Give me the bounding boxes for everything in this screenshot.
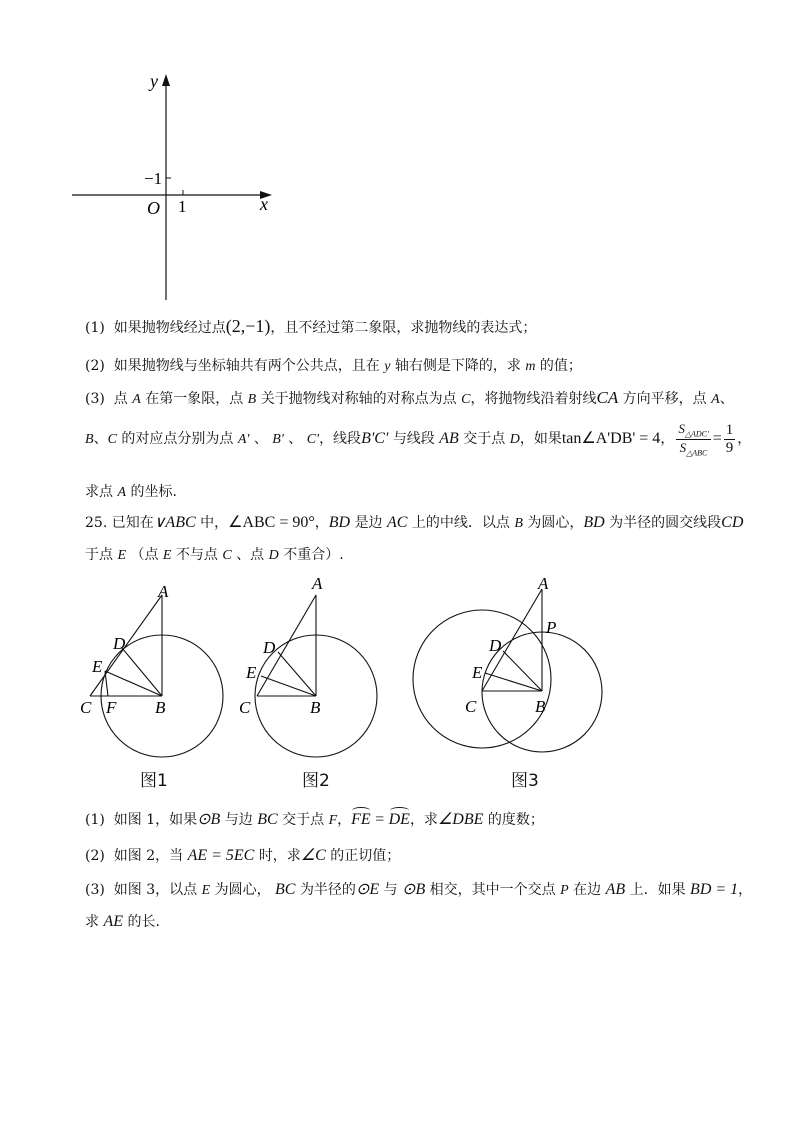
q25-p1-angle: ∠DBE	[437, 811, 484, 828]
fig1-label-C: C	[80, 698, 92, 717]
q24-part3-t1f: 、	[719, 391, 734, 407]
y-axis-label: y	[150, 71, 158, 91]
fig3-label-D: D	[489, 636, 502, 655]
q24-part3-A: A	[132, 392, 141, 407]
q25-p1c: 交于点	[282, 812, 325, 828]
q25-p3e: 相交，其中一个交点	[429, 882, 556, 898]
origin-label: O	[147, 198, 160, 218]
q24-part1-num: (1)	[85, 320, 105, 336]
q25-p3-BC: BC	[275, 881, 296, 898]
q25-p3b: 为圆心，	[214, 882, 271, 898]
x-axis-label: x	[260, 194, 268, 214]
q25-s2e: 不重合）.	[283, 547, 344, 563]
q25-s1g: 为半径的圆交线段	[609, 515, 722, 531]
q25-p3-P: P	[560, 883, 569, 898]
q25-s2-C: C	[222, 548, 232, 563]
q25-s2-E2: E	[162, 548, 172, 563]
q24-part1-point: (2,−1)	[225, 316, 271, 336]
q25-B: B	[514, 516, 523, 531]
q25-s2d: 、点	[236, 547, 265, 563]
q24-part3-C: C	[461, 392, 471, 407]
q24-part2-text-c: 的值；	[539, 358, 582, 374]
y-axis	[162, 74, 170, 300]
q24-part3-CA: CA	[596, 388, 619, 407]
q25-p3d: 与	[383, 882, 398, 898]
figure-3	[413, 589, 602, 752]
q25-angle: ∠ABC = 90°	[228, 514, 315, 531]
q25-num: 25.	[85, 515, 108, 531]
q24-part2-var-m: m	[525, 359, 536, 374]
q25-p2-num: (2)	[85, 848, 105, 864]
q24-part2-var-y: y	[384, 359, 391, 374]
q24-part3-tan: tan∠A'DB' = 4	[561, 430, 661, 448]
q24-part3-Bp: B'	[272, 432, 284, 448]
q24-part3-l2-B: B	[85, 432, 94, 448]
q25-s2c: 不与点	[175, 547, 218, 563]
fig1-label-F: F	[106, 698, 117, 717]
q24-part2-num: (2)	[85, 358, 105, 374]
figure-3-caption: 图3	[511, 771, 539, 791]
q25-p3-num: (3)	[85, 882, 105, 898]
q25-p3a: 如图 3，以点	[113, 882, 198, 898]
q25-s1f: 为圆心，	[527, 515, 584, 531]
q24-part3-l2c: 与线段	[392, 431, 435, 448]
q25-p1a: 如图 1，如果	[113, 812, 198, 828]
q25-p1-arc-FE: FE	[351, 811, 371, 828]
q24-part3-l2g: ，	[737, 431, 752, 448]
q24-part3-t1e: 方向平移，点	[622, 391, 707, 407]
q24-part3-line1	[85, 388, 734, 408]
ratio-num: 1	[725, 421, 734, 438]
fig3-label-A: A	[538, 575, 549, 593]
area-num-S: S	[678, 421, 685, 436]
x-axis	[72, 191, 272, 199]
fig1-label-E: E	[92, 657, 103, 676]
q25-p2c: 的正切值；	[330, 848, 401, 864]
fig2-label-D: D	[263, 638, 276, 657]
q25-p3-circE: ⊙E	[355, 881, 380, 898]
q25-p2-expr: AE = 5EC	[187, 847, 255, 864]
fig2-label-A: A	[312, 575, 323, 593]
fig3-label-C: C	[465, 697, 477, 716]
q25-part2	[85, 845, 400, 865]
q24-part2-text-b: 轴右侧是下降的，求	[394, 358, 521, 374]
q25-s2b: （点	[130, 547, 159, 563]
q24-part3-Ap: A'	[237, 432, 250, 448]
q24-part3-Cp: C'	[306, 432, 320, 448]
q25-p1d: ，	[337, 812, 352, 828]
q24-part3-t1c: 关于抛物线对称轴的对称点为点	[260, 391, 457, 407]
coordinate-axes-figure	[0, 0, 800, 310]
q25-p3-E: E	[201, 883, 211, 898]
q25-BD: BD	[328, 514, 351, 531]
q24-part3-BpCp: B'C'	[361, 430, 389, 448]
q25-p2-angle: ∠C	[300, 847, 326, 864]
fig3-label-P: P	[546, 618, 557, 637]
area-den-sub: △ABC	[686, 448, 708, 458]
q25-p1-arc-DE: DE	[388, 811, 410, 828]
q24-part3-AB: AB	[439, 430, 459, 448]
q25-p1-BC: BC	[257, 811, 278, 828]
fig2-label-C: C	[239, 698, 251, 717]
figure-2	[255, 595, 377, 757]
tick-x-label: 1	[178, 197, 187, 216]
q25-p1-F: F	[328, 813, 338, 828]
q25-figures	[0, 575, 800, 775]
q25-s1c: ，	[314, 515, 329, 531]
q25-p1-eq: =	[375, 811, 385, 828]
q25-p1-num: (1)	[85, 812, 105, 828]
q25-p3f: 在边	[573, 882, 602, 898]
q25-tri: ∨ABC	[153, 514, 196, 531]
q25-s1d: 是边	[354, 515, 383, 531]
fig3-label-E: E	[472, 663, 483, 682]
q25-BD2: BD	[583, 514, 605, 531]
area-den-S: S	[679, 439, 687, 455]
q25-p3-circB: ⊙B	[402, 881, 426, 898]
fig2-label-E: E	[246, 663, 257, 682]
q25-p3g: 上．如果	[629, 882, 686, 898]
q24-part1-text-a: 如果抛物线经过点	[113, 320, 226, 336]
q25-p3-l2a: 求	[85, 914, 99, 930]
fig3-label-B: B	[535, 697, 546, 716]
q24-part3-line3	[85, 481, 177, 501]
q24-part1-text-b: ，且不经过第二象限，求抛物线的表达式；	[270, 320, 537, 336]
q25-CD: CD	[721, 514, 744, 531]
q24-part3-line2	[85, 421, 751, 457]
q25-part3-line2	[85, 911, 160, 931]
q24-part3-l3a: 求点	[85, 484, 113, 500]
figure-1-caption: 图1	[140, 771, 168, 791]
q24-part3-l3b: 的坐标.	[130, 484, 177, 500]
q25-stem-line2	[85, 544, 344, 564]
q24-part3-t1b: 在第一象限，点	[145, 391, 244, 407]
q24-part3-l2e: ，如果	[519, 431, 562, 448]
q25-p3-BD: BD = 1	[690, 881, 739, 898]
q25-AC: AC	[387, 514, 408, 531]
q24-part3-num: (3)	[85, 391, 105, 407]
q24-part3-l2-C: C	[107, 432, 117, 448]
q25-s1a: 已知在	[111, 515, 154, 531]
q24-part3-A2: A	[711, 392, 720, 407]
q25-p3c: 为半径的	[299, 882, 356, 898]
q25-p1f: 的度数；	[487, 812, 544, 828]
q25-part1	[85, 809, 544, 829]
q25-p3-AE: AE	[103, 913, 123, 930]
figure-2-caption: 图2	[302, 771, 330, 791]
q24-part3-l2a: 的对应点分别为点	[121, 431, 234, 448]
q24-part3-l2-sep: 、	[93, 431, 108, 448]
q24-part2	[85, 355, 582, 375]
fig1-label-D: D	[113, 634, 126, 653]
fig2-label-B: B	[310, 698, 321, 717]
q25-p3h: ，	[738, 882, 753, 898]
q25-p3-AB: AB	[605, 881, 626, 898]
tick-y-label: −1	[144, 169, 163, 188]
q24-part3-l3-A: A	[117, 485, 127, 500]
q25-p1b: 与边	[224, 812, 253, 828]
figure-1	[90, 595, 223, 757]
q24-part3-ratio-value	[724, 422, 736, 457]
q25-s1e: 上的中线．以点	[411, 515, 510, 531]
ratio-den: 9	[725, 439, 734, 456]
q24-part3-eq: =	[712, 430, 722, 448]
q25-s2a: 于点	[85, 547, 113, 563]
q25-p2a: 如图 2，当	[113, 848, 184, 864]
q24-part3-t1a: 点	[113, 391, 128, 407]
fig1-label-A: A	[158, 582, 169, 601]
q24-part2-text-a: 如果抛物线与坐标轴共有两个公共点，且在	[113, 358, 380, 374]
q25-s2-D: D	[268, 548, 279, 563]
q25-p1-circB: ⊙B	[197, 811, 221, 828]
q24-part3-l2-sep2: 、	[253, 431, 268, 448]
q24-part3-B: B	[247, 392, 257, 407]
q25-s2-E: E	[117, 548, 127, 563]
q24-part3-area-ratio	[676, 421, 710, 457]
q24-part1	[85, 316, 536, 337]
q24-part3-l2b: ，线段	[319, 431, 362, 448]
q25-stem-line1	[85, 512, 743, 532]
q24-part3-l2d: 交于点	[463, 431, 506, 448]
q24-part3-t1d: ，将抛物线沿着射线	[470, 391, 597, 407]
fig1-label-B: B	[155, 698, 166, 717]
q24-part3-l2f: ，	[660, 431, 675, 448]
q25-p3-l2b: 的长.	[127, 914, 160, 930]
q24-part3-D: D	[509, 432, 520, 448]
q25-s1b: 中，	[200, 515, 229, 531]
q25-part3-line1	[85, 879, 752, 899]
q25-p1e: ，求	[409, 812, 438, 828]
q24-part3-l2-sep3: 、	[288, 431, 303, 448]
area-num-sub: △ADC'	[684, 429, 709, 439]
q25-p2b: 时，求	[258, 848, 301, 864]
